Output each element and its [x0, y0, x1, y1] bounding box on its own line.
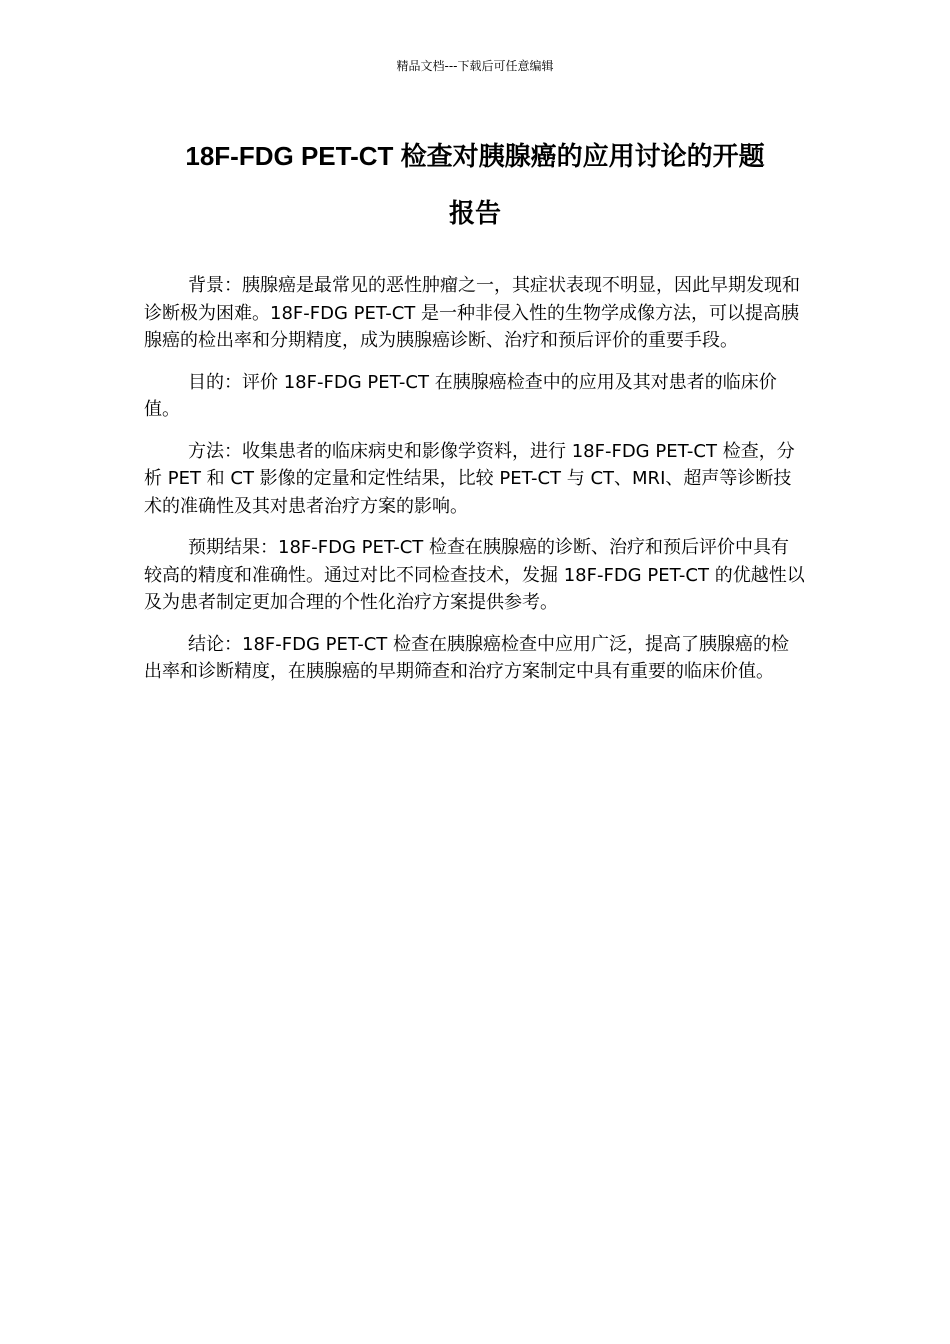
title-line-2: 报告 [448, 198, 501, 228]
paragraph-text: 18F-FDG PET-CT 检查在胰腺癌检查中应用广泛，提高了胰腺癌的检出率和诊断精度，在胰腺癌的早期筛查和治疗方案制定中具有重要的临床价值。 [144, 633, 789, 682]
paragraph-label: 结论： [188, 633, 242, 655]
paragraph-label: 目的： [188, 371, 242, 393]
header-note: 精品文档---下载后可任意编辑 [396, 59, 554, 73]
document-body [144, 272, 806, 700]
paragraph-text: 评价 18F-FDG PET-CT 在胰腺癌检查中的应用及其对患者的临床价值。 [144, 371, 777, 420]
paragraph-text: 收集患者的临床病史和影像学资料，进行 18F-FDG PET-CT 检查，分析 PET 和 CT 影像的定量和定性结果，比较 PET-CT 与 CT、MRI、超声等诊断技术的准确性及其对患者治疗方案的影响。 [144, 440, 795, 517]
title-line-1: 18F-FDG PET-CT 检查对胰腺癌的应用讨论的开题 [185, 141, 765, 171]
paragraph-label: 背景： [188, 275, 242, 296]
paragraph-text: 18F-FDG PET-CT 检查在胰腺癌的诊断、治疗和预后评价中具有较高的精度和准确性。通过对比不同检查技术，发掘 18F-FDG PET-CT 的优越性以及为患者制定更加合理的个性化治疗方案提供参考。 [144, 537, 805, 613]
paragraph-label: 预期结果： [188, 537, 278, 558]
paragraph-label: 方法： [188, 440, 242, 462]
paragraph-conclusion [144, 631, 806, 686]
paragraph-objective [144, 369, 806, 424]
paragraph-methods [144, 438, 806, 521]
paragraph-text: 胰腺癌是最常见的恶性肿瘤之一，其症状表现不明显，因此早期发现和诊断极为困难。18F-FDG PET-CT 是一种非侵入性的生物学成像方法，可以提高胰腺癌的检出率和分期精度，成为胰腺癌诊断、治疗和预后评价的重要手段。 [144, 275, 800, 351]
paragraph-background [144, 272, 806, 355]
document-title [120, 128, 830, 242]
paragraph-expected-results [144, 534, 806, 617]
